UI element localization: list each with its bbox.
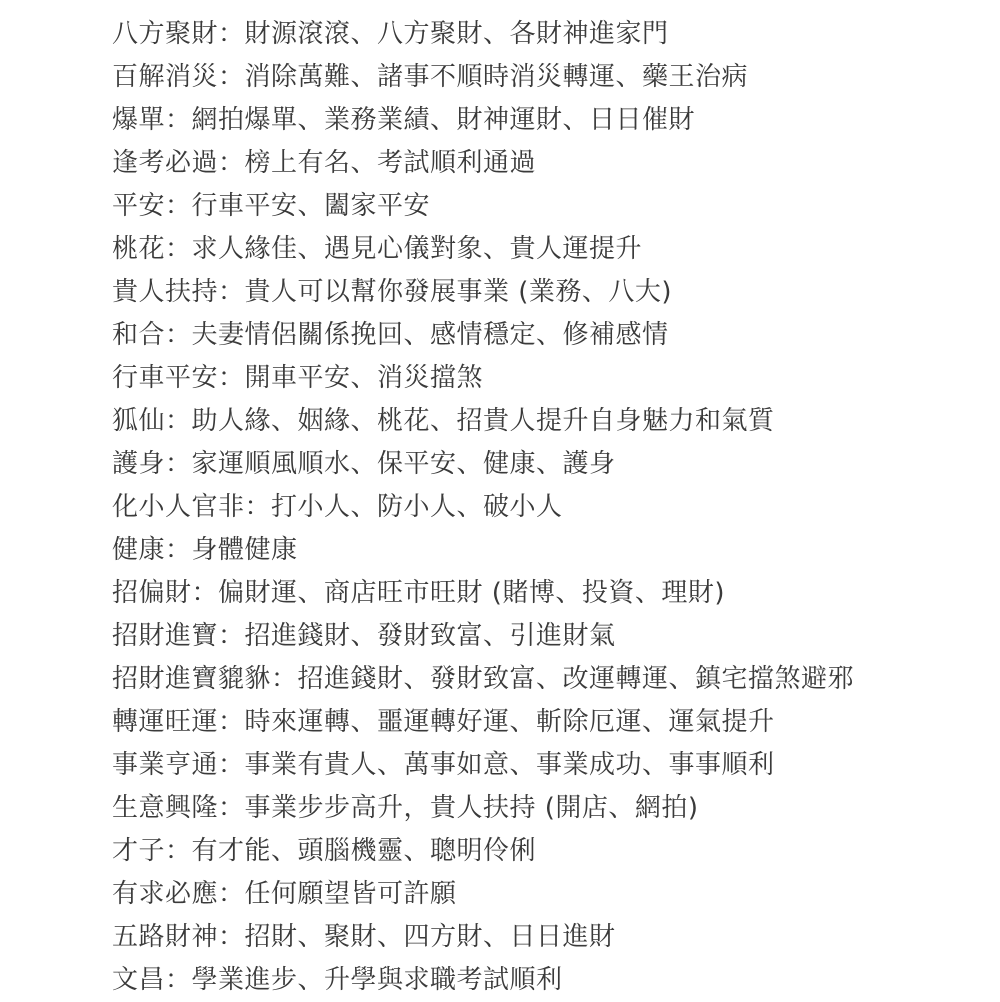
- list-item: 護身：家運順風順水、保平安、健康、護身: [112, 449, 616, 479]
- list-item: 五路財神：招財、聚財、四方財、日日進財: [112, 922, 616, 952]
- list-item: 健康：身體健康: [112, 535, 298, 565]
- list-item: 八方聚財：財源滾滾、八方聚財、各財神進家門: [112, 19, 669, 49]
- list-item: 爆單：網拍爆單、業務業績、財神運財、日日催財: [112, 105, 696, 135]
- list-item: 招財進寶貔貅：招進錢財、發財致富、改運轉運、鎮宅擋煞避邪: [112, 664, 855, 694]
- list-item: 逢考必過：榜上有名、考試順利通過: [112, 148, 537, 178]
- list-item: 有求必應：任何願望皆可許願: [112, 879, 457, 909]
- list-item: 招財進寶：招進錢財、發財致富、引進財氣: [112, 621, 616, 651]
- list-item: 事業亨通：事業有貴人、萬事如意、事業成功、事事順利: [112, 750, 775, 780]
- list-item: 生意興隆：事業步步高升，貴人扶持 (開店、網拍): [112, 793, 699, 823]
- list-item: 行車平安：開車平安、消災擋煞: [112, 363, 484, 393]
- list-item: 桃花：求人緣佳、遇見心儀對象、貴人運提升: [112, 234, 643, 264]
- list-item: 平安：行車平安、闔家平安: [112, 191, 431, 221]
- list-item: 百解消災：消除萬難、諸事不順時消災轉運、藥王治病: [112, 62, 749, 92]
- list-item: 化小人官非：打小人、防小人、破小人: [112, 492, 563, 522]
- list-item: 招偏財：偏財運、商店旺市旺財 (賭博、投資、理財): [112, 578, 726, 608]
- list-item: 和合：夫妻情侶關係挽回、感情穩定、修補感情: [112, 320, 669, 350]
- list-item: 文昌：學業進步、升學與求職考試順利: [112, 965, 563, 995]
- blessing-list: [112, 13, 992, 1002]
- list-item: 貴人扶持：貴人可以幫你發展事業 (業務、八大): [112, 277, 673, 307]
- list-item: 才子：有才能、頭腦機靈、聰明伶俐: [112, 836, 537, 866]
- list-item: 狐仙：助人緣、姻緣、桃花、招貴人提升自身魅力和氣質: [112, 406, 775, 436]
- list-item: 轉運旺運：時來運轉、噩運轉好運、斬除厄運、運氣提升: [112, 707, 775, 737]
